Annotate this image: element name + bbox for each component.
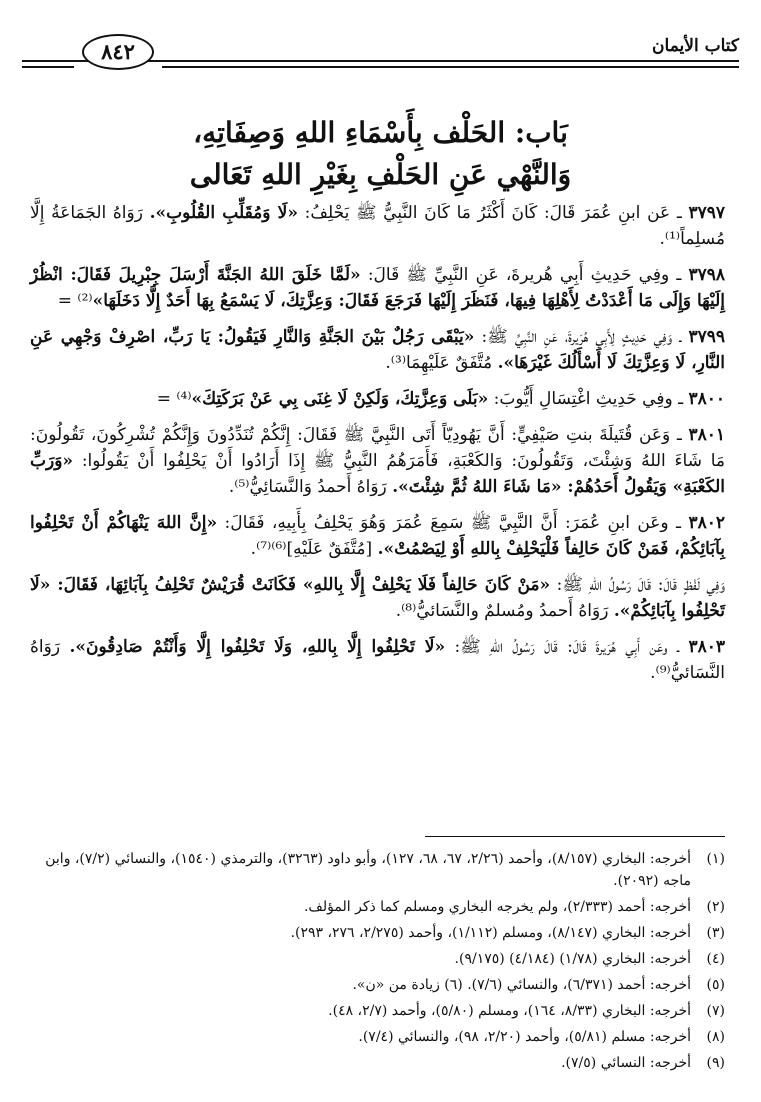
chapter-heading-line-1: بَاب: الحَلْف بِأَسْمَاءِ اللهِ وَصِفَاتِهِ، xyxy=(193,116,568,149)
hadith-3797 xyxy=(30,200,725,252)
hadith-quote: «إِنَّ اللهَ يَنْهَاكُمْ أَنْ تَحْلِفُوا بِآبَائِكُمْ، فَمَنْ كَانَ حَالِفاً فَلْيَحْلِفْ بِاللهِ أَوْ لِيَصْمُتْ». xyxy=(30,513,725,559)
hadith-source: رَوَاهُ النَّسَائيُّ⁽⁹⁾. xyxy=(30,637,725,683)
hadith-quote: «لَا تَحْلِفُوا إِلَّا بِاللهِ، وَلَا تَحْلِفُوا إِلَّا وَأَنْتُمْ صَادِقُونَ». xyxy=(69,637,446,657)
footnote-number: (٧) xyxy=(706,1003,725,1019)
footnote-text: أخرجه: أحمد (٦/٣٧١)، والنسائي (٧/٦). (٦) زيادة من «ن». xyxy=(352,977,691,993)
hadith-lead: وَفِي لَفْظٍ قَالَ: قَالَ رَسُولُ اللهِ ﷺ: xyxy=(550,575,726,595)
footnote-number: (٤) xyxy=(706,951,725,967)
footnote-number: (٣) xyxy=(706,925,725,941)
hadith-number: ٣٧٩٩ xyxy=(688,327,725,347)
footnote-text: أخرجه: النسائي (٧/٥). xyxy=(561,1055,691,1071)
hadith-lead: ـ عَن ابنِ عُمَرَ قَالَ: كَانَ أَكْثَرُ مَا كَانَ النَّبِيُّ ﷺ يَحْلِفُ: xyxy=(297,203,682,223)
hadith-number: ٣٧٩٨ xyxy=(688,265,726,285)
book-title: كتاب الأيمان xyxy=(652,36,739,56)
hadith-3799 xyxy=(30,324,725,376)
footnote-number: (١) xyxy=(706,851,725,867)
footnote-number: (٥) xyxy=(706,977,725,993)
hadith-number: ٣٨٠٠ xyxy=(688,389,725,409)
hadith-number: ٣٨٠٣ xyxy=(688,637,726,657)
hadith-source: ⁽⁴⁾ = xyxy=(156,389,192,409)
hadith-number: ٣٨٠٢ xyxy=(688,513,725,533)
hadith-lead: ـ وعَن ابنِ عُمَرَ: أَنَّ النَّبِيَّ ﷺ سَمِعَ عُمَرَ وَهُوَ يَحْلِفُ بِأَبِيهِ، فَقَالَ: xyxy=(217,513,682,533)
footnote-text: أخرجه: البخاري (٨/١٥٧)، وأحمد (٢/٢٦، ٦٧، ٦٨، ١٢٧)، وأبو داود (٣٢٦٣)، والترمذي (١٥٤٠)، والنسائي (٧/٢)، وابن ماجه (٢٠٩٢). xyxy=(45,851,691,889)
hadith-3803 xyxy=(30,634,725,686)
hadith-source: رَوَاهُ الجَمَاعَةُ إِلَّا مُسلِماً⁽¹⁾. xyxy=(30,203,725,249)
header-rule-right xyxy=(162,66,739,68)
hadith-3801 xyxy=(30,422,725,500)
footnote-text: أخرجه: البخاري (١/٧٨) (٤/١٨٤) (٩/١٧٥). xyxy=(454,951,691,967)
footnote-number: (٩) xyxy=(706,1055,725,1071)
hadith-quote: «لَمَّا خَلَقَ اللهُ الجَنَّةَ أَرْسَلَ جِبْرِيلَ فَقَالَ: انْظُرْ إِلَيْهَا وَإِلَى مَا أَعْدَدْتُ لِأَهْلِهَا فِيهَا، فَنَظَرَ إِلَيْهَا فَرَجَعَ فَقَالَ: وَعِزَّتِكَ، لَا يَسْمَعُ بِهَا أَحَدٌ إِلَّا دَخَلَهَا» xyxy=(30,265,725,311)
hadith-quote: «بَلَى وَعِزَّتِكَ، وَلَكِنْ لَا غِنَى بِي عَنْ بَرَكَتِكَ» xyxy=(191,389,489,409)
footnote xyxy=(30,974,725,996)
hadith-number: ٣٧٩٧ xyxy=(688,203,725,223)
hadith-quote: «لَا وَمُقَلِّبِ القُلُوبِ». xyxy=(149,203,298,223)
hadith-quote: «مَنْ كَانَ حَالِفاً فَلَا يَحْلِفْ إِلَّا بِاللهِ» فَكَانَتْ قُرَيْشٌ تَحْلِفُ بِآبَائِهَا، فَقَالَ: «لَا تَحْلِفُوا بِآبَائِكُمْ». xyxy=(30,575,725,621)
footnote xyxy=(30,1052,725,1074)
footnote xyxy=(30,1000,725,1022)
hadith-quote: «يَبْقَى رَجُلٌ بَيْنَ الجَنَّةِ وَالنَّارِ فَيَقُولُ: يَا رَبِّ، اصْرِفْ وَجْهِي عَنِ النَّارِ، لَا وَعِزَّتِكَ لَا أَسْأَلُكَ غَيْرَهَا». xyxy=(30,327,725,373)
hadith-3800 xyxy=(30,386,725,412)
header-rule-left xyxy=(22,66,74,68)
footnote xyxy=(30,1026,725,1048)
footnote xyxy=(30,948,725,970)
footnote xyxy=(30,848,725,892)
footnote-separator xyxy=(425,836,725,837)
chapter-heading-line-2: وَالنَّهْي عَنِ الحَلْفِ بِغَيْرِ اللهِ تَعَالى xyxy=(189,158,572,191)
footnote xyxy=(30,922,725,944)
hadith-source: مُتَّفَقٌ عَلَيْهِمَا⁽³⁾. xyxy=(385,353,498,373)
page-header xyxy=(22,34,739,82)
hadith-source: [مُتَّفَقٌ عَلَيْهِ]⁽⁶⁾⁽⁷⁾. xyxy=(250,539,378,559)
hadith-quote: «وَرَبِّ الكَعْبَةِ» وَيَقُولُ أَحَدُهُمْ: «مَا شَاءَ اللهُ ثُمَّ شِئْتَ». xyxy=(30,451,725,497)
footnote-text: أخرجه: مسلم (٥/٨١)، وأحمد (٢/٢٠، ٩٨)، والنسائي (٧/٤). xyxy=(358,1029,691,1045)
hadith-source: ⁽²⁾ = xyxy=(57,291,93,311)
hadith-number: ٣٨٠١ xyxy=(688,425,725,445)
hadith-lead: ـ وفِي حَدِيثِ أَبِي هُريرةَ، عَنِ النَّبِيِّ ﷺ قَالَ: xyxy=(360,265,682,285)
footnote-number: (٢) xyxy=(706,899,725,915)
hadith-3798 xyxy=(30,262,725,314)
footnote xyxy=(30,896,725,918)
footnote-text: أخرجه: أحمد (٢/٣٣٣)، ولم يخرجه البخاري ومسلم كما ذكر المؤلف. xyxy=(303,899,691,915)
footnote-number: (٨) xyxy=(706,1029,725,1045)
hadith-3802 xyxy=(30,510,725,562)
chapter-heading xyxy=(30,112,731,196)
hadith-3802-variant xyxy=(30,572,725,624)
hadith-source: رَوَاهُ أَحمدُ وَالنَّسَائِيُّ⁽⁵⁾. xyxy=(228,477,393,497)
footnotes xyxy=(30,848,725,1078)
hadith-list xyxy=(30,200,725,696)
hadith-lead: ـ وفِي حَدِيثِ اغْتِسَالِ أَيُّوبَ: xyxy=(488,389,684,409)
hadith-lead: ـ وعَن أَبِي هُرَيرةَ قَالَ: قَالَ رَسُولُ اللهِ ﷺ: xyxy=(445,637,680,657)
page-number: ٨٤٢ xyxy=(82,34,154,70)
hadith-lead: ـ وَفِي حَدِيثٍ لِأَبِي هُرَيرةَ، عَنِ النَّبِيِّ ﷺ: xyxy=(474,327,682,347)
hadith-source: رَوَاهُ أَحمدُ ومُسلمٌ والنَّسَائيُّ⁽⁸⁾. xyxy=(395,601,614,621)
footnote-text: أخرجه: البخاري (٨/٣٣، ١٦٤)، ومسلم (٥/٨٠)، وأحمد (٢/٧، ٤٨). xyxy=(328,1003,691,1019)
hadith-lead: ـ وَعَن قُتَيلَةَ بنتِ صَيْفِيٍّ: أَنَّ يَهُودِيّاً أَتَى النَّبِيَّ ﷺ فَقَالَ: إِنَّكُمْ تُنَدِّدُونَ وَإِنَّكُمْ تُشْرِكُونَ، تَقُولُونَ: مَا شَاءَ اللهُ وَشِئْتَ، وَتَقُولُونَ: وَالكَعْبَةِ، فَأَمَرَهُمُ النَّبِيُّ ﷺ إِذَا أَرَادُوا أَنْ يَحْلِفُوا أَنْ يَقُولُوا: xyxy=(30,425,725,471)
footnote-text: أخرجه: البخاري (٨/١٤٧)، ومسلم (١/١١٢)، وأحمد (٢/٢٧٥، ٢٧٦، ٢٩٣). xyxy=(290,925,691,941)
